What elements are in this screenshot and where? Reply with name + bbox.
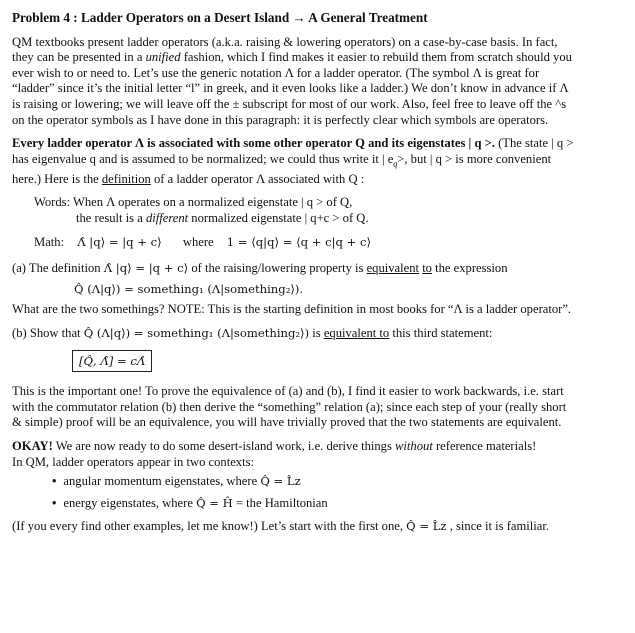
definition-underlined: definition [101, 171, 151, 186]
intro-line-5: is raising or lowering; we will leave off the ± subscript for most of our work. Also, feel free to leave off the ^s [12, 96, 567, 111]
part-a-line-1 [12, 261, 623, 277]
part-a-line-3: What are the two somethings? NOTE: This is the starting definition in most books for “Λ is a ladder operator”. [12, 302, 572, 317]
intro-text: they can be presented in a [12, 50, 146, 65]
math-label: Math: [34, 234, 65, 249]
words-label: Words: [34, 195, 71, 210]
final-equation: Q̂ = L̂z [406, 519, 447, 534]
definition-text: here.) Here is the [12, 171, 102, 186]
part-a-text: of the raising/lowering property is [188, 261, 367, 276]
words-line-2 [76, 211, 623, 227]
normalization-equation: 1 = ⟨q|q⟩ = ⟨q + c|q + c⟩ [226, 234, 372, 249]
okay-line-1 [12, 439, 623, 455]
bullet-equation: Q̂ = L̂z [260, 474, 301, 489]
bullet-text: angular momentum eigenstates, where [63, 474, 261, 489]
intro-line-1: QM textbooks present ladder operators (a.k.a. raising & lowering operators) on a case-by-case basis. In fact, [12, 34, 558, 49]
intro-emphasis: unified [145, 50, 181, 65]
okay-text: reference materials! [432, 438, 537, 453]
definition-line-2: has eigenvalue q and is assumed to be normalized; we could thus write it | $e_q>$, but | q > is more convenient [12, 151, 552, 169]
intro-line-2 [12, 50, 623, 66]
part-a-underlined: equivalent [366, 261, 420, 276]
part-b-text: (b) Show that [12, 326, 84, 341]
definition-bold: Every ladder operator Λ is associated with some other operator Q and its eigenstates | q >. [12, 136, 495, 151]
part-b-line-1 [12, 326, 623, 342]
intro-paragraph [12, 35, 623, 129]
definition-paragraph [12, 136, 623, 187]
important-line-3: & simple) proof will be an equivalence, you will have trivially proved that the two statements are equivalent. [12, 415, 562, 430]
okay-emphasis: without [395, 438, 433, 453]
final-text: (If you every find other examples, let me know!) Let’s start with the first one, [12, 519, 407, 534]
important-line-1: This is the important one! To prove the equivalence of (a) and (b), I find it easier to work backwards, i.e. start [12, 384, 564, 399]
commutator-box: [Q̂, Λ̂] = cΛ̂ [72, 350, 152, 373]
important-line-2: with the commutator relation (b) then derive the “something” relation (a); since each step of your (really short [12, 399, 567, 414]
okay-paragraph [12, 439, 623, 470]
definition-text: of a ladder operator Λ associated with Q : [150, 171, 365, 186]
intro-line-6: on the operator symbols as I have done in this paragraph: it is perfectly clear which symbols are operators. [12, 112, 549, 127]
bullet-text: energy eigenstates, where [63, 495, 197, 510]
definition-line-3 [12, 172, 623, 188]
commutator-box-wrap [72, 350, 623, 373]
words-line-1 [34, 195, 623, 211]
words-block [34, 195, 623, 226]
definition-line-1 [12, 136, 623, 152]
important-paragraph [12, 384, 623, 431]
bullet-angular-momentum [52, 474, 623, 490]
words-text: When Λ operates on a normalized eigenstate | q > of Q, [73, 195, 353, 210]
intro-text: fashion, which I find makes it easier to rebuild them from scratch should you [180, 50, 572, 65]
definition-text: (The state | q > [494, 136, 574, 151]
part-b-text: is [309, 326, 324, 341]
part-b-text: this third statement: [389, 326, 493, 341]
okay-line-2: In QM, ladder operators appear in two contexts: [12, 454, 255, 469]
part-a-text: the expression [431, 261, 508, 276]
part-a-something-equation: Q̂ (Λ|q⟩) = something₁ (Λ|something₂⟩). [74, 281, 304, 296]
part-a-line-2 [74, 282, 623, 298]
final-line [12, 519, 623, 535]
intro-line-4: “ladder” since it’s the initial letter “l” in greek, and it even looks like a ladder.) We don’t know in advance if Λ [12, 81, 569, 96]
problem-title: Problem 4 : Ladder Operators on a Desert Island → A General Treatment [12, 10, 428, 25]
okay-text: We are now ready to do some desert-island work, i.e. derive things [52, 438, 396, 453]
definition-text: has eigenvalue q and is assumed to be normalized; we could thus write it | e [12, 151, 394, 166]
part-a-equation: Λ̂ |q⟩ = |q + c⟩ [103, 261, 189, 276]
bullet-equation: Q̂ = Ĥ [196, 495, 233, 510]
intro-line-3: ever wish to or need to. Let’s use the generic notation Λ for a ladder operator. (The symbol Λ is great for [12, 65, 540, 80]
words-emphasis: different [145, 211, 189, 226]
part-b-underlined: equivalent to [323, 326, 390, 341]
part-a-text: (a) The definition [12, 261, 104, 276]
ladder-equation: Λ̂ |q⟩ = |q + c⟩ [77, 234, 162, 249]
part-b-equation: Q̂ (Λ|q⟩) = something₁ (Λ|something₂⟩) [83, 326, 310, 341]
final-text: , since it is familiar. [446, 519, 550, 534]
words-text: normalized eigenstate | q+c > of Q. [188, 211, 369, 226]
math-where: where [182, 234, 214, 249]
bullet-text: = the Hamiltonian [232, 495, 328, 510]
part-a-underlined: to [422, 261, 432, 276]
okay-bold: OKAY! [12, 438, 53, 453]
bullet-energy [52, 496, 623, 512]
definition-text: >, but | q > is more convenient [397, 151, 552, 166]
words-text: the result is a [76, 211, 146, 226]
math-line [34, 235, 623, 251]
